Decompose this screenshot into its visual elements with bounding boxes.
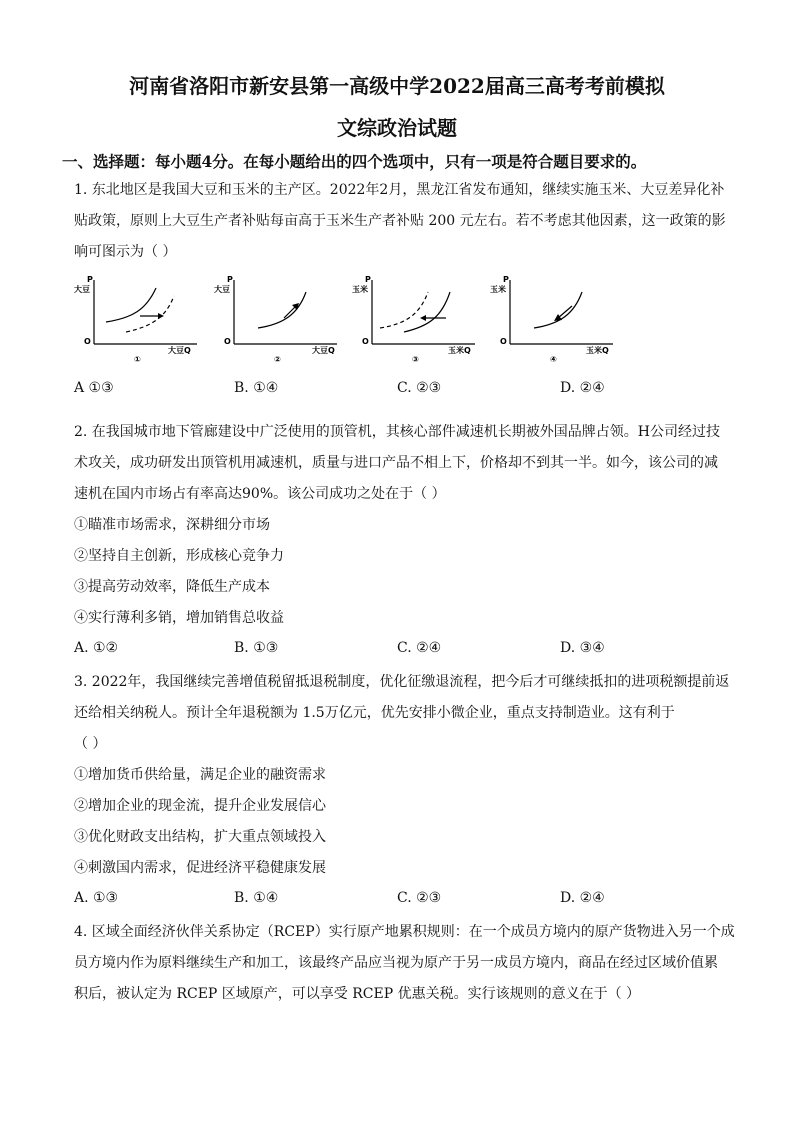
- q3-item-2: ②增加企业的现金流，提升企业发展信心: [74, 798, 326, 814]
- graph-3-arrowhead: [420, 315, 426, 321]
- q2-option-c[interactable]: C. ②④: [397, 640, 442, 656]
- graph-3-number: ③: [412, 355, 419, 364]
- q3-option-a[interactable]: A. ①③: [74, 890, 119, 906]
- q3-line-3: （ ）: [74, 736, 107, 752]
- q1-option-b[interactable]: B. ①④: [234, 380, 279, 396]
- graph-1: [72, 270, 202, 370]
- q3-item-4: ④刺激国内需求，促进经济平稳健康发展: [74, 860, 326, 876]
- graph-1-y-label: 大豆: [74, 285, 90, 294]
- q3-line-2: 还给相关纳税人。预计全年退税额为 1.5万亿元，优先安排小微企业，重点支持制造业。这有利于: [74, 705, 675, 721]
- graph-1-origin: O: [84, 337, 91, 346]
- q2-item-1: ①瞄准市场需求，深耕细分市场: [74, 517, 270, 533]
- q2-option-a[interactable]: A. ①②: [74, 640, 119, 656]
- graph-2-origin: O: [224, 337, 231, 346]
- q1-option-a[interactable]: A ①③: [74, 380, 114, 396]
- q4-line-3: 积后，被认定为 RCEP 区域原产，可以享受 RCEP 优惠关税。实行该规则的意义在于（ ）: [74, 986, 641, 1002]
- graph-1-number: ①: [134, 355, 141, 364]
- q2-item-4: ④实行薄利多销，增加销售总收益: [74, 610, 284, 626]
- q2-item-3: ③提高劳动效率，降低生产成本: [74, 579, 270, 595]
- graph-4-y-label: 玉米: [490, 285, 506, 294]
- graph-4-p-label: P: [503, 275, 509, 284]
- graph-3-supply-curve: [404, 292, 450, 332]
- exam-title-line2: 文综政治试题: [337, 116, 457, 140]
- graph-2-number: ②: [274, 355, 281, 364]
- q3-item-3: ③优化财政支出结构，扩大重点领域投入: [74, 829, 326, 845]
- q2-line-2: 术攻关，成功研发出顶管机用减速机，质量与进口产品不相上下，价格却不到其一半。如今，该公司的减: [74, 455, 718, 471]
- q2-option-d[interactable]: D. ③④: [560, 640, 605, 656]
- q2-option-b[interactable]: B. ①③: [234, 640, 279, 656]
- q4-line-1: 4. 区域全面经济伙伴关系协定（RCEP）实行原产地累积规则：在一个成员方境内的原产货物进入另一个成: [74, 924, 735, 940]
- graph-2-x-label: 大豆Q: [312, 346, 335, 355]
- graph-1-supply-curve: [106, 288, 156, 322]
- q3-option-c[interactable]: C. ②③: [397, 890, 442, 906]
- q4-line-2: 员方境内作为原料继续生产和加工，该最终产品应当视为原产于另一成员方境内，商品在经过区域价值累: [74, 955, 718, 971]
- q3-option-d[interactable]: D. ②④: [560, 890, 605, 906]
- graph-2-y-label: 大豆: [214, 285, 230, 294]
- q1-option-c[interactable]: C. ②③: [397, 380, 442, 396]
- graph-1-x-label: 大豆Q: [168, 346, 191, 355]
- graph-3: [350, 270, 480, 370]
- graph-3-shifted-curve: [380, 292, 428, 328]
- graph-2: [212, 270, 342, 370]
- q3-line-1: 3. 2022年，我国继续完善增值税留抵退税制度，优化征缴退流程，把今后才可继续抵扣的进项税额提前返: [74, 674, 730, 690]
- graph-3-origin: O: [362, 337, 369, 346]
- graph-4: [488, 270, 618, 370]
- q2-line-3: 速机在国内市场占有率高达90%。该公司成功之处在于（ ）: [74, 486, 446, 502]
- q1-line-2: 贴政策，原则上大豆生产者补贴每亩高于玉米生产者补贴 200 元左右。若不考虑其他因素，这一政策的影: [74, 213, 726, 229]
- graph-3-x-label: 玉米Q: [448, 346, 471, 355]
- q1-line-1: 1. 东北地区是我国大豆和玉米的主产区。2022年2月，黑龙江省发布通知，继续实施玉米、大豆差异化补: [74, 182, 725, 198]
- exam-title-line1: 河南省洛阳市新安县第一高级中学2022届高三高考考前模拟: [129, 74, 665, 98]
- graph-3-p-label: P: [365, 275, 371, 284]
- q2-line-1: 2. 在我国城市地下管廊建设中广泛使用的顶管机，其核心部件减速机长期被外国品牌占领。H公司经过技: [74, 424, 721, 440]
- graph-2-p-label: P: [227, 275, 233, 284]
- graph-4-number: ④: [550, 355, 557, 364]
- q3-option-b[interactable]: B. ①④: [234, 890, 279, 906]
- q1-line-3: 响可图示为（ ）: [74, 244, 177, 260]
- q1-option-d[interactable]: D. ②④: [560, 380, 605, 396]
- graph-4-supply-curve: [534, 292, 582, 328]
- q3-item-1: ①增加货币供给量，满足企业的融资需求: [74, 767, 326, 783]
- section-heading: 一、选择题：每小题4分。在每小题给出的四个选项中，只有一项是符合题目要求的。: [62, 152, 647, 171]
- graph-3-y-label: 玉米: [352, 285, 368, 294]
- graph-4-x-label: 玉米Q: [586, 346, 609, 355]
- q2-item-2: ②坚持自主创新，形成核心竞争力: [74, 548, 284, 564]
- graph-1-p-label: P: [87, 275, 93, 284]
- graph-2-supply-curve: [258, 292, 306, 328]
- graph-4-origin: O: [500, 337, 507, 346]
